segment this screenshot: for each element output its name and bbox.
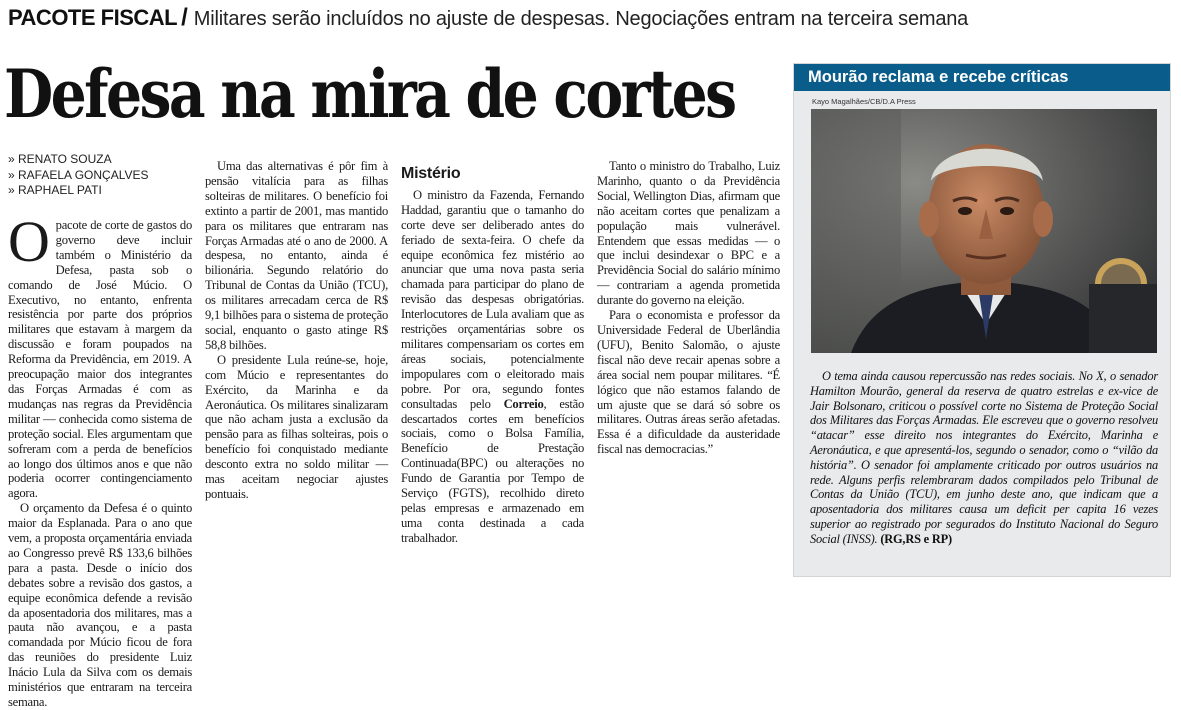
byline: » RAFAELA GONÇALVES	[8, 167, 149, 182]
newspaper-name: Correio	[503, 396, 544, 411]
sidebar-title-bar	[794, 64, 1170, 91]
sidebar-title: Mourão reclama e recebe críticas	[808, 68, 1069, 86]
byline: » RAPHAEL PATI	[8, 183, 102, 197]
kicker-slash: /	[181, 4, 188, 31]
dropcap: O	[8, 209, 50, 274]
headline: Defesa na mira de cortes	[4, 55, 735, 133]
paragraph: Tanto o ministro do Trabalho, Luiz Marinho, quanto o da Previdência Social, Wellington Dias, afirmam que não aceitam cortes que penalizam a população mais vulnerável. Entendem que essas medidas — o que inclui desindexar o BPC e a Previdência Social do salário mínimo — contrariam a agenda prometida durante do governo na eleição.	[597, 159, 780, 308]
portrait-photo	[811, 109, 1157, 353]
paragraph: Uma das alternativas é pôr fim à pensão vitalícia para as filhas solteiras de militares. O benefício foi extinto a partir de 2001, mas mantido para os militares que entraram nas Forças Armadas até o ano de 2000. A despesa, no entanto, ainda é bilionária. Segundo relatório do Tribunal de Contas da União (TCU), os militares arrecadam cerca de R$ 9,1 bilhões para o sistema de proteção social, enquanto o gasto atinge R$ 58,8 bilhões.	[205, 159, 388, 352]
paragraph: Opacote de corte de gastos do governo deve incluir também o Ministério da Defesa, pasta sob o comando de José Múcio. O Executivo, no entanto, enfrenta resistência por parte dos próprios militares que estavam à margem da discussão e foram poupados na Reforma da Previdência, em 2019. A preocupação maior dos integrantes das Forças Armadas é com as mudanças nas regras da Previdência militar — conhecida como sistema de proteção social. Eles argumentam que sofreram com a perda de benefícios ao longo dos últimos anos e que não poderia ocorrer contingenciamento agora.	[8, 209, 192, 501]
paragraph: O ministro da Fazenda, Fernando Haddad, garantiu que o tamanho do corte deve ser deliberado antes do feriado de sexta-feira. O chefe da equipe econômica fez mistério ao anunciar que uma nova pasta seria chamada para participar do plano de revisão das despesas obrigatórias. Interlocutores de Lula avaliam que as restrições orçamentárias sobre os militares compensariam os cortes em áreas sociais, potencialmente impopulares com o eleitorado mais pobre. Por ora, segundo fontes consultadas pelo Correio, estão descartados cortes em benefícios sociais, como o Bolsa Família, Benefício de Prestação Continuada(BPC) ou alterações no Fundo de Garantia por Tempo de Serviço (FGTS), recolhido direto pelas empresas e armazenado em uma conta destinada a cada trabalhador.	[401, 187, 584, 545]
sidebar-text: O tema ainda causou repercussão nas redes sociais. No X, o senador Hamilton Mourão, general da reserva de quatro estrelas e ex-vice de Jair Bolsonaro, criticou o possível corte no Sistema de Proteção Social dos Militares das Forças Armadas. Ele escreveu que o governo resolveu “atacar” esse direito nos integrantes do Exército, Marinha e Aeronáutica, e que apresentá-los, segundo o senador, como o “vilão da história”. O senador foi amplamente criticado por outros usuários na rede. Alguns perfis relembraram dados compilados pelo Tribunal de Contas da União (TCU), em junho deste ano, que indicam que a aposentadoria dos militares causa um deficit per capita 16 vezes superior ao registrado por segurados do Instituto Nacional do Seguro Social (INSS). (RG,RS e RP)	[810, 369, 1158, 546]
photo-credit: Kayo Magalhães/CB/D.A Press	[812, 97, 916, 106]
signature: (RG,RS e RP)	[880, 531, 952, 546]
sidebar-box	[793, 63, 1171, 577]
section-label: PACOTE FISCAL	[8, 5, 178, 30]
paragraph: O presidente Lula reúne-se, hoje, com Múcio e representantes do Exército, da Marinha e da Aeronáutica. Os militares sinalizaram que não acham justa a exclusão da pensão para as filhas solteiras, pois o benefício foi conquistado mediante desconto extra no soldo militar — mas aceitam negociar ajustes pontuais.	[205, 352, 388, 501]
bylines	[8, 152, 198, 199]
article-column-2	[205, 159, 388, 502]
deck-line: Militares serão incluídos no ajuste de despesas. Negociações entram na terceira semana	[193, 8, 969, 30]
article-column-4	[597, 159, 780, 457]
paragraph: Para o economista e professor da Universidade Federal de Uberlândia (UFU), Benito Salomão, o ajuste fiscal não deve recair apenas sobre a área social nem poupar militares. “É lógico que não estamos falando de um ajuste que se dará só sobre os militares. Outras áreas serão afetadas. Essa é a dificuldade da austeridade fiscal nas democracias.”	[597, 308, 780, 457]
portrait-illustration	[811, 109, 1157, 353]
article-column-1	[8, 209, 192, 710]
byline: » RENATO SOUZA	[8, 152, 112, 166]
article-column-3	[401, 159, 584, 546]
kicker	[8, 4, 1178, 34]
subhead: Mistério	[401, 165, 461, 182]
paragraph: O orçamento da Defesa é o quinto maior da Esplanada. Para o ano que vem, a proposta orçamentária enviada ao Congresso prevê R$ 133,6 bilhões para a pasta. Desde o início dos debates sobre a revisão dos gastos, a equipe econômica defende a revisão da aposentadoria dos militares, mas a pauta não avançou, e a pasta comandada por Múcio ficou de fora das reuniões do presidente Luiz Inácio Lula da Silva com os demais ministérios que entraram na terceira semana.	[8, 501, 192, 709]
